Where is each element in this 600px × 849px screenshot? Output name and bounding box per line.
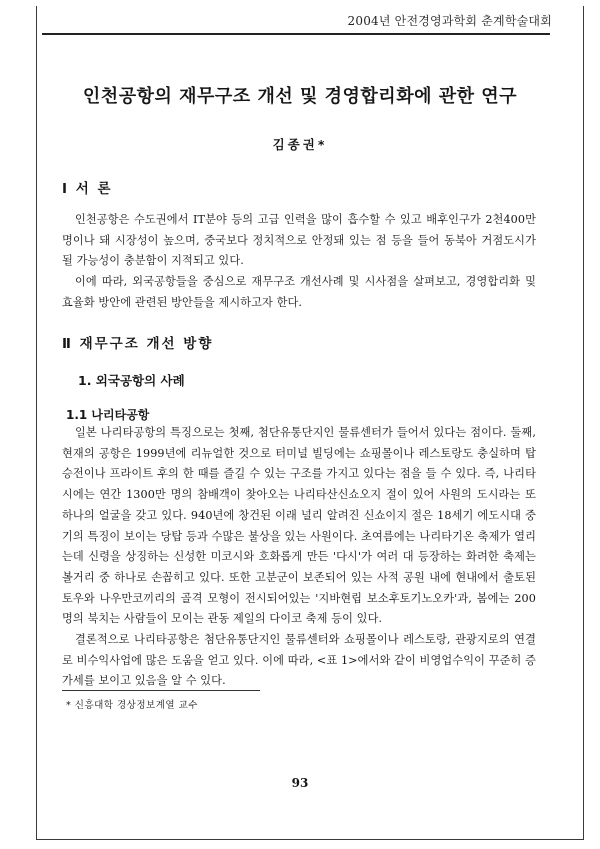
subsubsection-heading-narita: 1.1 나리타공항 xyxy=(66,408,150,422)
narita-paragraph-1: 일본 나리타공항의 특징으로는 첫째, 첨단유통단지인 물류센터가 들어서 있다는 점이다. 둘째, 현재의 공항은 1999년에 리뉴얼한 것으로 터미널 빌딩에는 쇼핑몰이나 레스토랑도 충실하며 탑승전이나 프라이트 후의 한 때를 즐길 수 있는 구조를 가지고 있다는 점을 들 수 있다. 즉, 나리타 시에는 연간 1300만 명의 참배객이 찾아오는 나리타산신쇼오지 절이 있어 사원의 도시라는 또 하나의 얼굴을 갖고 있다. 940년에 창건된 이래 널리 알려진 신쇼이지 절은 18세기 에도시대 중기의 특징이 보이는 당탑 등과 수많은 불상을 있는 사원이다. 초여름에는 나리타기온 축제가 열리는데 신령을 상징하는 신성한 미코시와 호화롭게 만든 '다시'가 여러 대 등장하는 화려한 축제는 볼거리 중 하나로 손꼽히고 있다. 또한 고분군이 보존되어 있는 사적 공원 내에 현내에서 출토된 토우와 나우만코끼리의 골격 모형이 전시되어있는 '지바현립 보소후토기노오카'과, 봄에는 200명의 북치는 사람들이 모이는 관동 제일의 다이코 축제 등이 있다. xyxy=(62,426,536,626)
subsection-heading-foreign-airports: 1. 외국공항의 사례 xyxy=(78,373,185,388)
author-name: 김종권* xyxy=(272,137,328,152)
author-affiliation-footnote: * 신흥대학 경상정보계열 교수 xyxy=(66,700,198,711)
running-head: 2004년 안전경영과학회 춘계학술대회 xyxy=(347,14,552,28)
paper-title: 인천공항의 재무구조 개선 및 경영합리화에 관한 연구 xyxy=(82,86,518,107)
page-number: 93 xyxy=(291,776,309,790)
narita-paragraph-2: 결론적으로 나리타공항은 첨단유통단지인 물류센터와 쇼핑몰이나 레스토랑, 관광지로의 연결로 비수익사업에 많은 도움을 얻고 있다. 이에 따라, <표 1>에서와 같이 비영업수익이 꾸준히 증가세를 보이고 있음을 알 수 있다. xyxy=(62,633,536,688)
intro-paragraph-2: 이에 따라, 외국공항들을 중심으로 재무구조 개선사례 및 시사점을 살펴보고, 경영합리화 및 효율화 방안에 관련된 방안들을 제시하고자 한다. xyxy=(62,275,536,309)
section-heading-introduction: Ⅰ 서 론 xyxy=(62,181,113,197)
header-rule xyxy=(42,33,550,35)
section-heading-financial-structure: Ⅱ 재무구조 개선 방향 xyxy=(62,336,214,352)
intro-paragraph-1: 인천공항은 수도권에서 IT분야 등의 고급 인력을 많이 흡수할 수 있고 배후인구가 2천400만명이나 돼 시장성이 높으며, 중국보다 정치적으로 안정돼 있는 점 등을 들어 동북아 거점도시가 될 가능성이 충분함이 지적되고 있다. xyxy=(62,213,536,268)
footnote-rule xyxy=(62,690,260,691)
